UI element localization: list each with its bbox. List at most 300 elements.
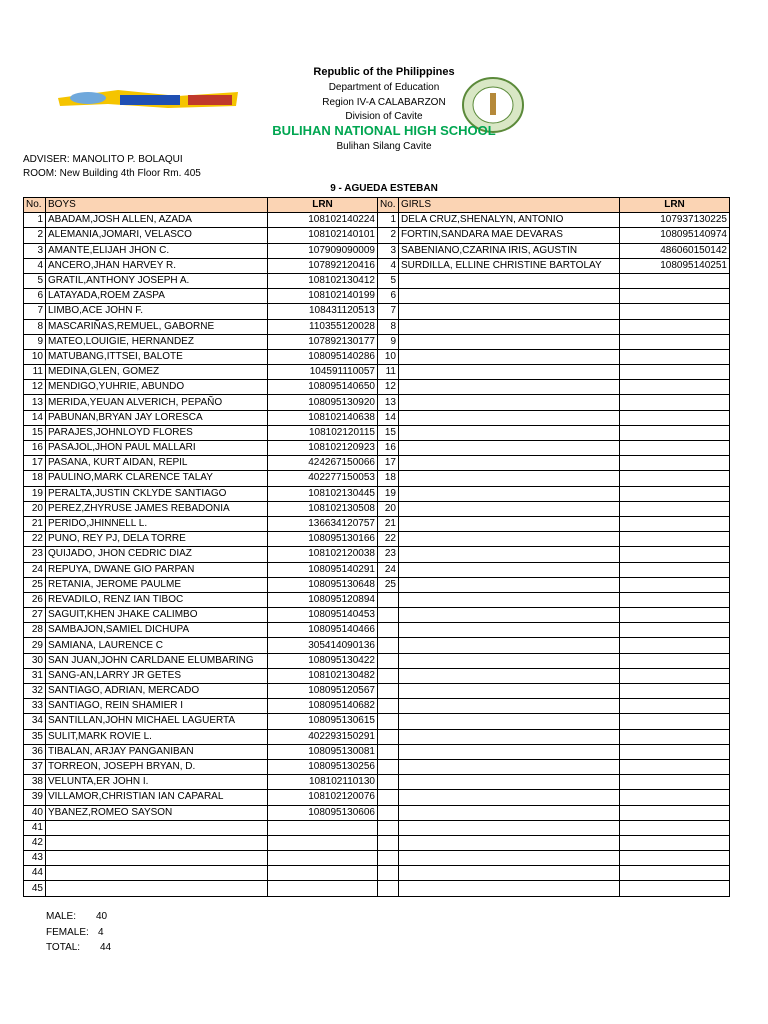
girl-lrn	[620, 623, 730, 638]
girl-number: 8	[378, 319, 399, 334]
boy-lrn: 108095130422	[268, 653, 378, 668]
girl-number: 11	[378, 365, 399, 380]
girl-lrn	[620, 334, 730, 349]
girl-number	[378, 881, 399, 896]
boy-name: MERIDA,YEUAN ALVERICH, PEPAÑO	[46, 395, 268, 410]
boy-name: SULIT,MARK ROVIE L.	[46, 729, 268, 744]
boy-name: SANTIAGO, ADRIAN, MERCADO	[46, 684, 268, 699]
girl-name	[399, 759, 620, 774]
table-row	[24, 456, 730, 471]
boy-lrn: 108095140650	[268, 380, 378, 395]
boy-name: SAMIANA, LAURENCE C	[46, 638, 268, 653]
girl-name	[399, 486, 620, 501]
boy-name	[46, 820, 268, 835]
boy-number: 2	[24, 228, 46, 243]
girl-name	[399, 577, 620, 592]
girl-lrn	[620, 866, 730, 881]
total-label: TOTAL:	[46, 942, 81, 953]
table-row	[24, 699, 730, 714]
girl-lrn	[620, 380, 730, 395]
girl-number: 20	[378, 501, 399, 516]
girl-lrn	[620, 592, 730, 607]
boy-lrn: 402277150053	[268, 471, 378, 486]
boy-lrn: 108095140466	[268, 623, 378, 638]
boy-name: PABUNAN,BRYAN JAY LORESCA	[46, 410, 268, 425]
boy-number: 39	[24, 790, 46, 805]
boy-name: PERIDO,JHINNELL L.	[46, 516, 268, 531]
girl-lrn	[620, 714, 730, 729]
boy-number: 13	[24, 395, 46, 410]
boy-name: TORREON, JOSEPH BRYAN, D.	[46, 759, 268, 774]
girl-lrn	[620, 835, 730, 850]
boy-number: 8	[24, 319, 46, 334]
girl-number: 19	[378, 486, 399, 501]
girl-name	[399, 349, 620, 364]
girl-name	[399, 714, 620, 729]
boy-lrn: 108102110130	[268, 775, 378, 790]
girl-number	[378, 820, 399, 835]
girl-name: DELA CRUZ,SHENALYN, ANTONIO	[399, 213, 620, 228]
girl-number: 2	[378, 228, 399, 243]
boy-number: 20	[24, 501, 46, 516]
boy-number: 7	[24, 304, 46, 319]
girl-name	[399, 456, 620, 471]
department-heading: Department of Education	[328, 82, 440, 93]
female-label: FEMALE:	[46, 926, 89, 938]
school-name: BULIHAN NATIONAL HIGH SCHOOL	[272, 123, 496, 138]
boy-number: 38	[24, 775, 46, 790]
division-heading: Division of Cavite	[345, 111, 423, 122]
boy-number: 27	[24, 608, 46, 623]
boy-lrn	[268, 820, 378, 835]
boy-number: 15	[24, 425, 46, 440]
boy-name: MENDIGO,YUHRIE, ABUNDO	[46, 380, 268, 395]
girl-name	[399, 623, 620, 638]
boy-number: 3	[24, 243, 46, 258]
boy-number: 35	[24, 729, 46, 744]
girl-number	[378, 608, 399, 623]
boy-name: REPUYA, DWANE GIO PARPAN	[46, 562, 268, 577]
table-row	[24, 258, 730, 273]
boy-number: 37	[24, 759, 46, 774]
girl-name	[399, 790, 620, 805]
table-row	[24, 501, 730, 516]
boy-number: 45	[24, 881, 46, 896]
boy-name: MATUBANG,ITTSEI, BALOTE	[46, 349, 268, 364]
boy-number: 25	[24, 577, 46, 592]
girl-number	[378, 638, 399, 653]
girl-lrn	[620, 638, 730, 653]
total-count: 44	[100, 942, 112, 953]
girl-name	[399, 501, 620, 516]
girl-lrn	[620, 653, 730, 668]
boy-number: 30	[24, 653, 46, 668]
boy-number: 43	[24, 851, 46, 866]
girl-number: 15	[378, 425, 399, 440]
boy-name: TIBALAN, ARJAY PANGANIBAN	[46, 744, 268, 759]
girl-number	[378, 623, 399, 638]
boy-lrn: 108102140101	[268, 228, 378, 243]
girl-number	[378, 805, 399, 820]
boy-lrn: 108095130081	[268, 744, 378, 759]
girl-lrn	[620, 532, 730, 547]
girl-name	[399, 592, 620, 607]
boy-lrn: 108095130166	[268, 532, 378, 547]
boy-lrn: 108102140638	[268, 410, 378, 425]
girl-number: 14	[378, 410, 399, 425]
table-row	[24, 228, 730, 243]
boy-number: 44	[24, 866, 46, 881]
school-address: Bulihan Silang Cavite	[336, 141, 432, 152]
girl-lrn	[620, 456, 730, 471]
table-row	[24, 486, 730, 501]
boy-name: ABADAM,JOSH ALLEN, AZADA	[46, 213, 268, 228]
table-row	[24, 273, 730, 288]
boy-name: MEDINA,GLEN, GOMEZ	[46, 365, 268, 380]
girl-number	[378, 729, 399, 744]
table-row	[24, 349, 730, 364]
girl-lrn	[620, 425, 730, 440]
table-row	[24, 684, 730, 699]
boy-number: 32	[24, 684, 46, 699]
girl-name	[399, 820, 620, 835]
girl-number: 1	[378, 213, 399, 228]
girl-number: 7	[378, 304, 399, 319]
girl-name	[399, 668, 620, 683]
boy-name: ANCERO,JHAN HARVEY R.	[46, 258, 268, 273]
girl-name	[399, 699, 620, 714]
table-row	[24, 395, 730, 410]
girl-lrn	[620, 820, 730, 835]
table-row	[24, 775, 730, 790]
boy-lrn: 108102140224	[268, 213, 378, 228]
girl-name	[399, 380, 620, 395]
table-row	[24, 410, 730, 425]
boy-number: 1	[24, 213, 46, 228]
boy-number: 26	[24, 592, 46, 607]
table-row	[24, 441, 730, 456]
boy-lrn: 108102140199	[268, 289, 378, 304]
boy-name: ALEMANIA,JOMARI, VELASCO	[46, 228, 268, 243]
boy-lrn: 108102130482	[268, 668, 378, 683]
table-row	[24, 425, 730, 440]
girl-lrn	[620, 516, 730, 531]
girl-name	[399, 835, 620, 850]
girl-lrn	[620, 851, 730, 866]
boy-name: YBANEZ,ROMEO SAYSON	[46, 805, 268, 820]
girl-lrn	[620, 304, 730, 319]
boy-lrn: 108102120038	[268, 547, 378, 562]
girl-lrn: 108095140251	[620, 258, 730, 273]
boy-lrn: 108095130920	[268, 395, 378, 410]
table-row	[24, 866, 730, 881]
boy-lrn: 107909090009	[268, 243, 378, 258]
table-row	[24, 380, 730, 395]
boy-name	[46, 881, 268, 896]
boy-name	[46, 851, 268, 866]
girl-name	[399, 547, 620, 562]
col-boys: BOYS	[46, 198, 268, 213]
col-no-boys: No.	[24, 198, 46, 213]
boy-number: 42	[24, 835, 46, 850]
boy-number: 31	[24, 668, 46, 683]
boy-number: 34	[24, 714, 46, 729]
boy-lrn: 136634120757	[268, 516, 378, 531]
table-row	[24, 714, 730, 729]
region-heading: Region IV-A CALABARZON	[322, 97, 446, 108]
girl-name	[399, 334, 620, 349]
boy-lrn: 107892130177	[268, 334, 378, 349]
boy-number: 33	[24, 699, 46, 714]
girl-name	[399, 532, 620, 547]
adviser-line: ADVISER: MANOLITO P. BOLAQUI	[23, 154, 183, 165]
boy-name: AMANTE,ELIJAH JHON C.	[46, 243, 268, 258]
boy-lrn: 108095130615	[268, 714, 378, 729]
col-girls: GIRLS	[399, 198, 620, 213]
boy-lrn: 402293150291	[268, 729, 378, 744]
boy-name: SAMBAJON,SAMIEL DICHUPA	[46, 623, 268, 638]
girl-name	[399, 851, 620, 866]
table-row	[24, 213, 730, 228]
girl-number: 21	[378, 516, 399, 531]
girl-name	[399, 866, 620, 881]
boy-lrn: 108102120076	[268, 790, 378, 805]
girl-lrn	[620, 471, 730, 486]
boy-number: 10	[24, 349, 46, 364]
boy-name: PEREZ,ZHYRUSE JAMES REBADONIA	[46, 501, 268, 516]
girl-lrn	[620, 790, 730, 805]
girl-name	[399, 562, 620, 577]
boy-number: 24	[24, 562, 46, 577]
girl-number: 10	[378, 349, 399, 364]
girl-name: SURDILLA, ELLINE CHRISTINE BARTOLAY	[399, 258, 620, 273]
table-row	[24, 334, 730, 349]
girl-number	[378, 759, 399, 774]
boy-number: 21	[24, 516, 46, 531]
boy-number: 6	[24, 289, 46, 304]
table-row	[24, 638, 730, 653]
boy-number: 5	[24, 273, 46, 288]
table-row	[24, 790, 730, 805]
boy-name: SAGUIT,KHEN JHAKE CALIMBO	[46, 608, 268, 623]
girl-number	[378, 668, 399, 683]
girl-name	[399, 273, 620, 288]
section-title: 9 - AGUEDA ESTEBAN	[330, 183, 438, 194]
republic-heading: Republic of the Philippines	[313, 66, 455, 78]
boy-lrn: 424267150066	[268, 456, 378, 471]
girl-name	[399, 775, 620, 790]
boy-name: SAN JUAN,JOHN CARLDANE ELUMBARING	[46, 653, 268, 668]
boy-number: 4	[24, 258, 46, 273]
girl-name	[399, 638, 620, 653]
boy-name: PAULINO,MARK CLARENCE TALAY	[46, 471, 268, 486]
girl-number: 24	[378, 562, 399, 577]
boy-lrn: 110355120028	[268, 319, 378, 334]
girl-name	[399, 441, 620, 456]
girl-number: 13	[378, 395, 399, 410]
boy-lrn: 108431120513	[268, 304, 378, 319]
male-label: MALE:	[46, 911, 77, 922]
boy-name: SANG-AN,LARRY JR GETES	[46, 668, 268, 683]
boy-lrn: 108095140286	[268, 349, 378, 364]
table-row	[24, 729, 730, 744]
boy-name: REVADILO, RENZ IAN TIBOC	[46, 592, 268, 607]
table-row	[24, 532, 730, 547]
boy-name: PASANA, KURT AIDAN, REPIL	[46, 456, 268, 471]
boy-number: 19	[24, 486, 46, 501]
girl-lrn	[620, 289, 730, 304]
boy-name	[46, 866, 268, 881]
room-line: ROOM: New Building 4th Floor Rm. 405	[23, 168, 201, 179]
table-row	[24, 319, 730, 334]
boy-name: MATEO,LOUIGIE, HERNANDEZ	[46, 334, 268, 349]
table-row	[24, 653, 730, 668]
girl-name	[399, 684, 620, 699]
girl-lrn	[620, 562, 730, 577]
boy-number: 12	[24, 380, 46, 395]
girl-lrn	[620, 365, 730, 380]
girl-lrn	[620, 881, 730, 896]
girl-name	[399, 805, 620, 820]
girl-lrn	[620, 395, 730, 410]
girl-number	[378, 714, 399, 729]
boy-lrn: 108102120923	[268, 441, 378, 456]
boy-lrn: 108095140291	[268, 562, 378, 577]
girl-number: 22	[378, 532, 399, 547]
girl-number: 18	[378, 471, 399, 486]
girl-name	[399, 608, 620, 623]
table-row	[24, 562, 730, 577]
table-row	[24, 577, 730, 592]
boy-number: 14	[24, 410, 46, 425]
boy-name: VELUNTA,ER JOHN I.	[46, 775, 268, 790]
boy-number: 17	[24, 456, 46, 471]
table-row	[24, 835, 730, 850]
boy-lrn: 305414090136	[268, 638, 378, 653]
girl-lrn	[620, 684, 730, 699]
girl-number: 4	[378, 258, 399, 273]
boy-name: QUIJADO, JHON CEDRIC DIAZ	[46, 547, 268, 562]
boy-number: 41	[24, 820, 46, 835]
col-lrn-girls: LRN	[620, 198, 730, 213]
girl-lrn	[620, 775, 730, 790]
girl-lrn	[620, 319, 730, 334]
boy-lrn	[268, 835, 378, 850]
girl-name	[399, 471, 620, 486]
girl-lrn	[620, 577, 730, 592]
boy-name	[46, 835, 268, 850]
girl-lrn	[620, 805, 730, 820]
girl-lrn	[620, 349, 730, 364]
totals-summary	[46, 909, 111, 956]
boy-lrn: 108102120115	[268, 425, 378, 440]
col-lrn-boys: LRN	[268, 198, 378, 213]
girl-name	[399, 395, 620, 410]
boy-name: VILLAMOR,CHRISTIAN IAN CAPARAL	[46, 790, 268, 805]
boy-lrn: 108095130256	[268, 759, 378, 774]
girl-number: 23	[378, 547, 399, 562]
table-row	[24, 592, 730, 607]
boy-number: 18	[24, 471, 46, 486]
girl-lrn	[620, 547, 730, 562]
table-row	[24, 516, 730, 531]
boy-name: LIMBO,ACE JOHN F.	[46, 304, 268, 319]
boy-lrn: 104591110057	[268, 365, 378, 380]
table-row	[24, 623, 730, 638]
girl-lrn: 486060150142	[620, 243, 730, 258]
girl-lrn	[620, 486, 730, 501]
table-row	[24, 744, 730, 759]
girl-name	[399, 881, 620, 896]
girl-lrn	[620, 729, 730, 744]
girl-name	[399, 410, 620, 425]
table-row	[24, 471, 730, 486]
boy-lrn: 108102130445	[268, 486, 378, 501]
girl-number: 12	[378, 380, 399, 395]
girl-number	[378, 866, 399, 881]
table-row	[24, 759, 730, 774]
girl-name	[399, 304, 620, 319]
girl-number	[378, 592, 399, 607]
col-no-girls: No.	[378, 198, 399, 213]
girl-name	[399, 516, 620, 531]
girl-name	[399, 425, 620, 440]
boy-lrn: 108095120894	[268, 592, 378, 607]
boy-name: PASAJOL,JHON PAUL MALLARI	[46, 441, 268, 456]
boy-lrn: 108095130648	[268, 577, 378, 592]
girl-number: 9	[378, 334, 399, 349]
girl-lrn	[620, 668, 730, 683]
boy-lrn: 108102130508	[268, 501, 378, 516]
boy-lrn: 107892120416	[268, 258, 378, 273]
girl-number: 17	[378, 456, 399, 471]
girl-number	[378, 699, 399, 714]
boy-lrn	[268, 881, 378, 896]
girl-number: 6	[378, 289, 399, 304]
boy-number: 36	[24, 744, 46, 759]
boy-name: GRATIL,ANTHONY JOSEPH A.	[46, 273, 268, 288]
girl-number	[378, 653, 399, 668]
girl-lrn	[620, 608, 730, 623]
girl-number	[378, 684, 399, 699]
girl-lrn	[620, 441, 730, 456]
table-row	[24, 304, 730, 319]
boy-lrn: 108095140682	[268, 699, 378, 714]
boy-number: 11	[24, 365, 46, 380]
boy-name: MASCARIÑAS,REMUEL, GABORNE	[46, 319, 268, 334]
girl-lrn	[620, 501, 730, 516]
girl-number: 5	[378, 273, 399, 288]
table-row	[24, 820, 730, 835]
girl-name	[399, 729, 620, 744]
table-row	[24, 289, 730, 304]
boy-number: 23	[24, 547, 46, 562]
girl-lrn	[620, 759, 730, 774]
girl-number	[378, 744, 399, 759]
boy-number: 29	[24, 638, 46, 653]
girl-name	[399, 653, 620, 668]
girl-name	[399, 289, 620, 304]
girl-name	[399, 744, 620, 759]
boy-lrn	[268, 851, 378, 866]
girl-name: SABENIANO,CZARINA IRIS, AGUSTIN	[399, 243, 620, 258]
table-row	[24, 881, 730, 896]
boy-name: PUNO, REY PJ, DELA TORRE	[46, 532, 268, 547]
girl-lrn	[620, 273, 730, 288]
table-row	[24, 547, 730, 562]
girl-name: FORTIN,SANDARA MAE DEVARAS	[399, 228, 620, 243]
boy-number: 22	[24, 532, 46, 547]
